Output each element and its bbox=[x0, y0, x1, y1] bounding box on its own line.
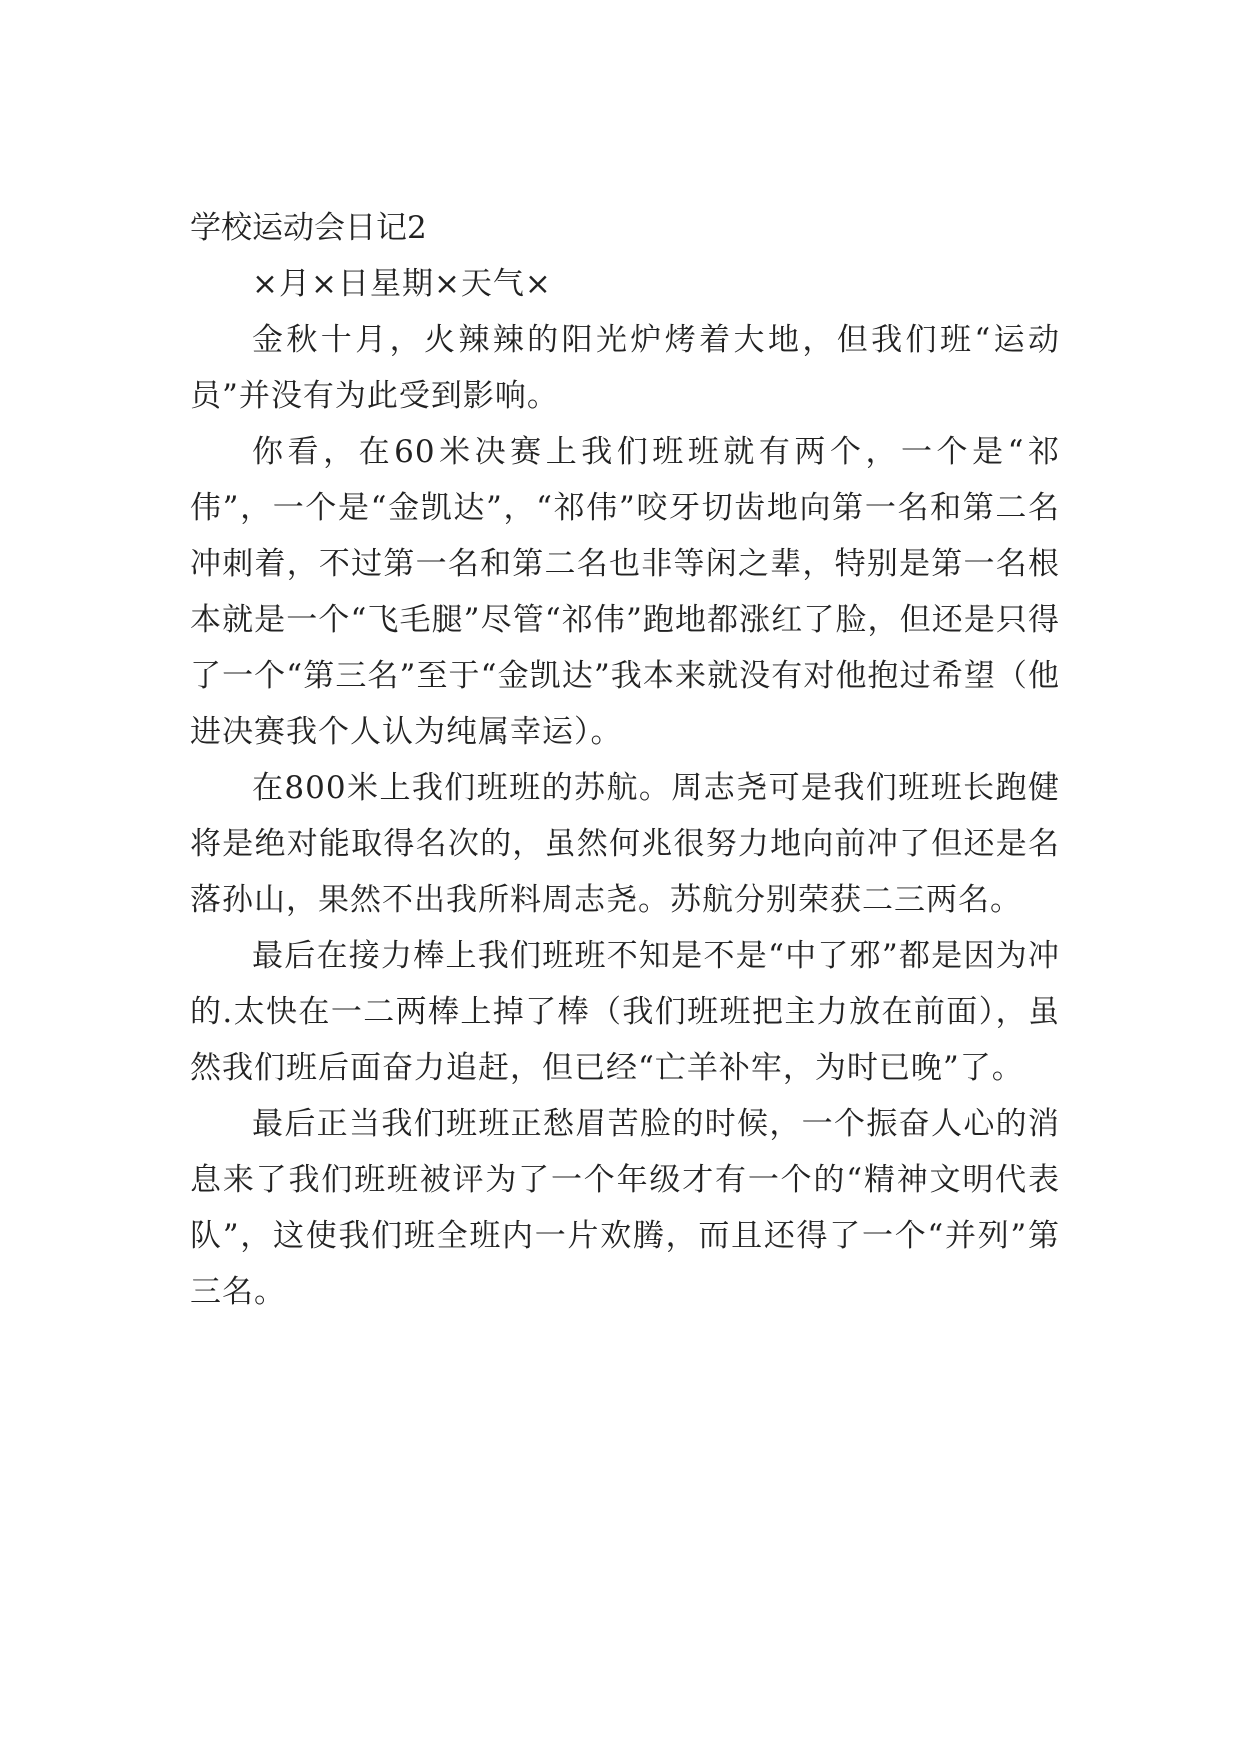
paragraph-relay-race: 最后在接力棒上我们班班不知是不是“中了邪”都是因为冲的.太快在一二两棒上掉了棒（我们班班把主力放在前面），虽然我们班后面奋力追赶，但已经“亡羊补牢，为时已晚”了。 bbox=[190, 938, 1060, 1086]
paragraph-800m-race: 在800米上我们班班的苏航。周志尧可是我们班班长跑健将是绝对能取得名次的，虽然何兆很努力地向前冲了但还是名落孙山，果然不出我所料周志尧。苏航分别荣获二三两名。 bbox=[190, 770, 1060, 918]
document-body bbox=[190, 200, 1060, 1320]
paragraph-intro: 金秋十月，火辣辣的阳光炉烤着大地，但我们班“运动员”并没有为此受到影响。 bbox=[190, 322, 1060, 414]
document-title: 学校运动会日记2 bbox=[190, 210, 427, 246]
date-weather-line: ×月×日星期×天气× bbox=[252, 266, 552, 302]
paragraph-conclusion: 最后正当我们班班正愁眉苦脸的时候，一个振奋人心的消息来了我们班班被评为了一个年级才有一个的“精神文明代表队”，这使我们班全班内一片欢腾，而且还得了一个“并列”第三名。 bbox=[190, 1106, 1060, 1310]
paragraph-60m-race: 你看，在60米决赛上我们班班就有两个，一个是“祁伟”，一个是“金凯达”，“祁伟”咬牙切齿地向第一名和第二名冲刺着，不过第一名和第二名也非等闲之辈，特别是第一名根本就是一个“飞毛腿”尽管“祁伟”跑地都涨红了脸，但还是只得了一个“第三名”至于“金凯达”我本来就没有对他抱过希望（他进决赛我个人认为纯属幸运）。 bbox=[190, 434, 1060, 750]
